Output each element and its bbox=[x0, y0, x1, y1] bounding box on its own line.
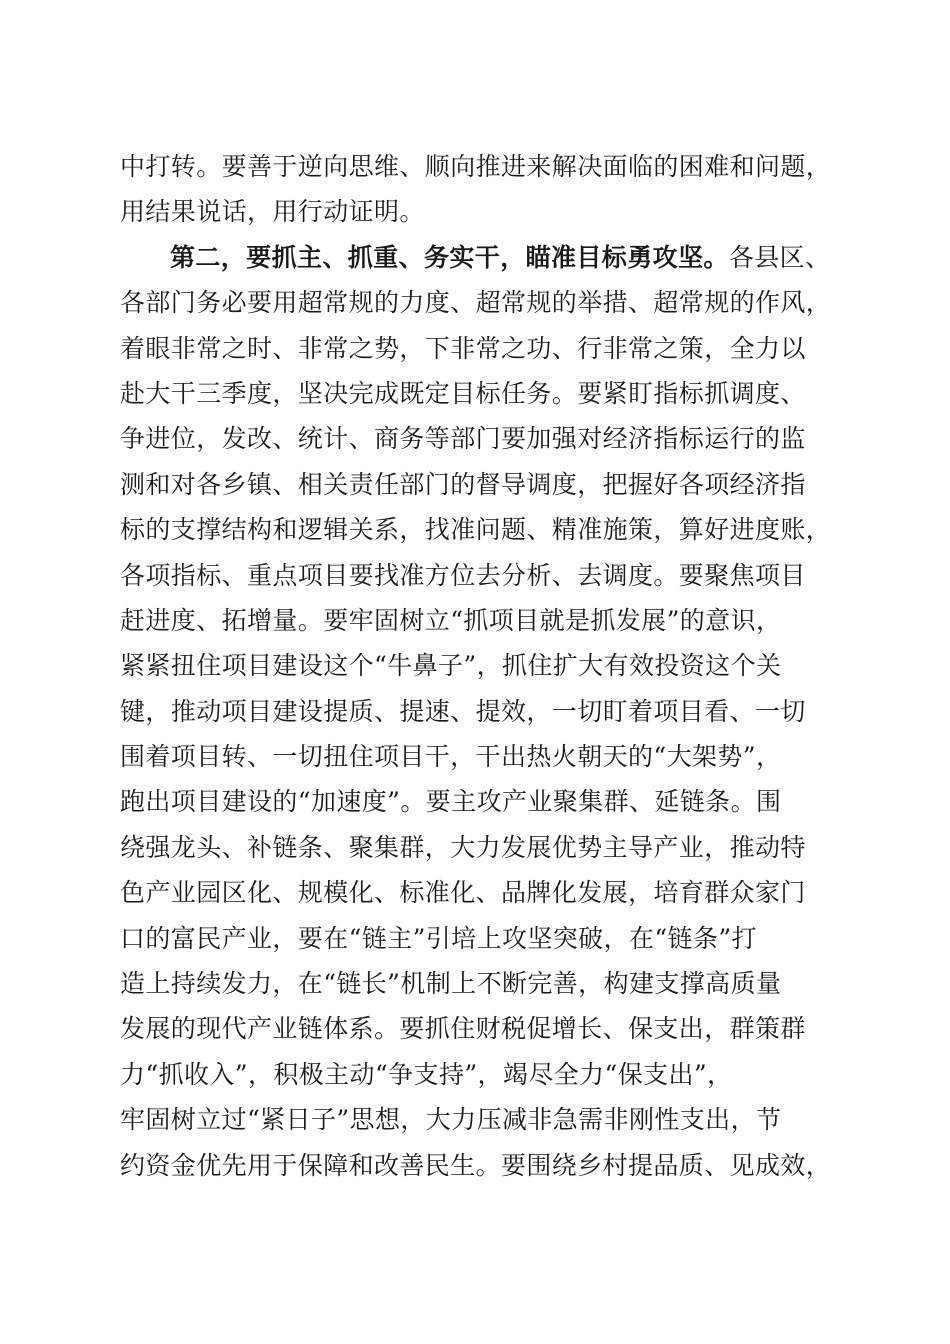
text-line: 各部门务必要用超常规的力度、超常规的举措、超常规的作风， bbox=[120, 288, 832, 318]
text-line: 约资金优先用于保障和改善民生。要围绕乡村提品质、见成效， bbox=[120, 1150, 832, 1180]
text-line: 造上持续发力，在“链长”机制上不断完善，构建支撑高质量 bbox=[120, 969, 782, 999]
text-line: 紧紧扭住项目建设这个“牛鼻子”，抓住扩大有效投资这个关 bbox=[120, 651, 782, 681]
text-line: 力“抓收入”，积极主动“争支持”，竭尽全力“保支出”， bbox=[120, 1059, 733, 1089]
text-line: 赴大干三季度，坚决完成既定目标任务。要紧盯指标抓调度、 bbox=[120, 378, 806, 408]
text-line: 各项指标、重点项目要找准方位去分析、去调度。要聚焦项目 bbox=[120, 560, 806, 590]
text-line: 跑出项目建设的“加速度”。要主攻产业聚集群、延链条。围 bbox=[120, 787, 782, 817]
paragraph-heading: 第二，要抓主、抓重、务实干，瞄准目标勇攻坚。 bbox=[170, 242, 729, 272]
text-line: 标的支撑结构和逻辑关系，找准问题、精准施策，算好进度账， bbox=[120, 515, 832, 545]
document-body bbox=[120, 144, 840, 1188]
text-line: 争进位，发改、统计、商务等部门要加强对经济指标运行的监 bbox=[120, 424, 806, 454]
text-line: 牢固树立过“紧日子”思想，大力压减非急需非刚性支出，节 bbox=[120, 1105, 782, 1135]
text-line: 绕强龙头、补链条、聚集群，大力发展优势主导产业，推动特 bbox=[120, 832, 806, 862]
paragraph-heading-rest: 各县区、 bbox=[728, 242, 831, 272]
text-line: 口的富民产业，要在“链主”引培上攻坚突破，在“链条”打 bbox=[120, 923, 757, 953]
text-line: 围着项目转、一切扭住项目干，干出热火朝天的“大架势”， bbox=[120, 742, 782, 772]
text-line: 赶进度、拓增量。要牢固树立“抓项目就是抓发展”的意识， bbox=[120, 605, 782, 635]
text-line: 用结果说话，用行动证明。 bbox=[120, 197, 425, 227]
text-line: 发展的现代产业链体系。要抓住财税促增长、保支出，群策群 bbox=[120, 1014, 806, 1044]
text-line: 中打转。要善于逆向思维、顺向推进来解决面临的困难和问题， bbox=[120, 152, 832, 181]
text-line: 测和对各乡镇、相关责任部门的督导调度，把握好各项经济指 bbox=[120, 469, 806, 499]
paragraph-heading-line bbox=[120, 235, 840, 280]
text-line: 着眼非常之时、非常之势，下非常之功、行非常之策，全力以 bbox=[120, 333, 806, 363]
text-line: 色产业园区化、规模化、标准化、品牌化发展，培育群众家门 bbox=[120, 878, 806, 908]
text-line: 键，推动项目建设提质、提速、提效，一切盯着项目看、一切 bbox=[120, 696, 806, 726]
